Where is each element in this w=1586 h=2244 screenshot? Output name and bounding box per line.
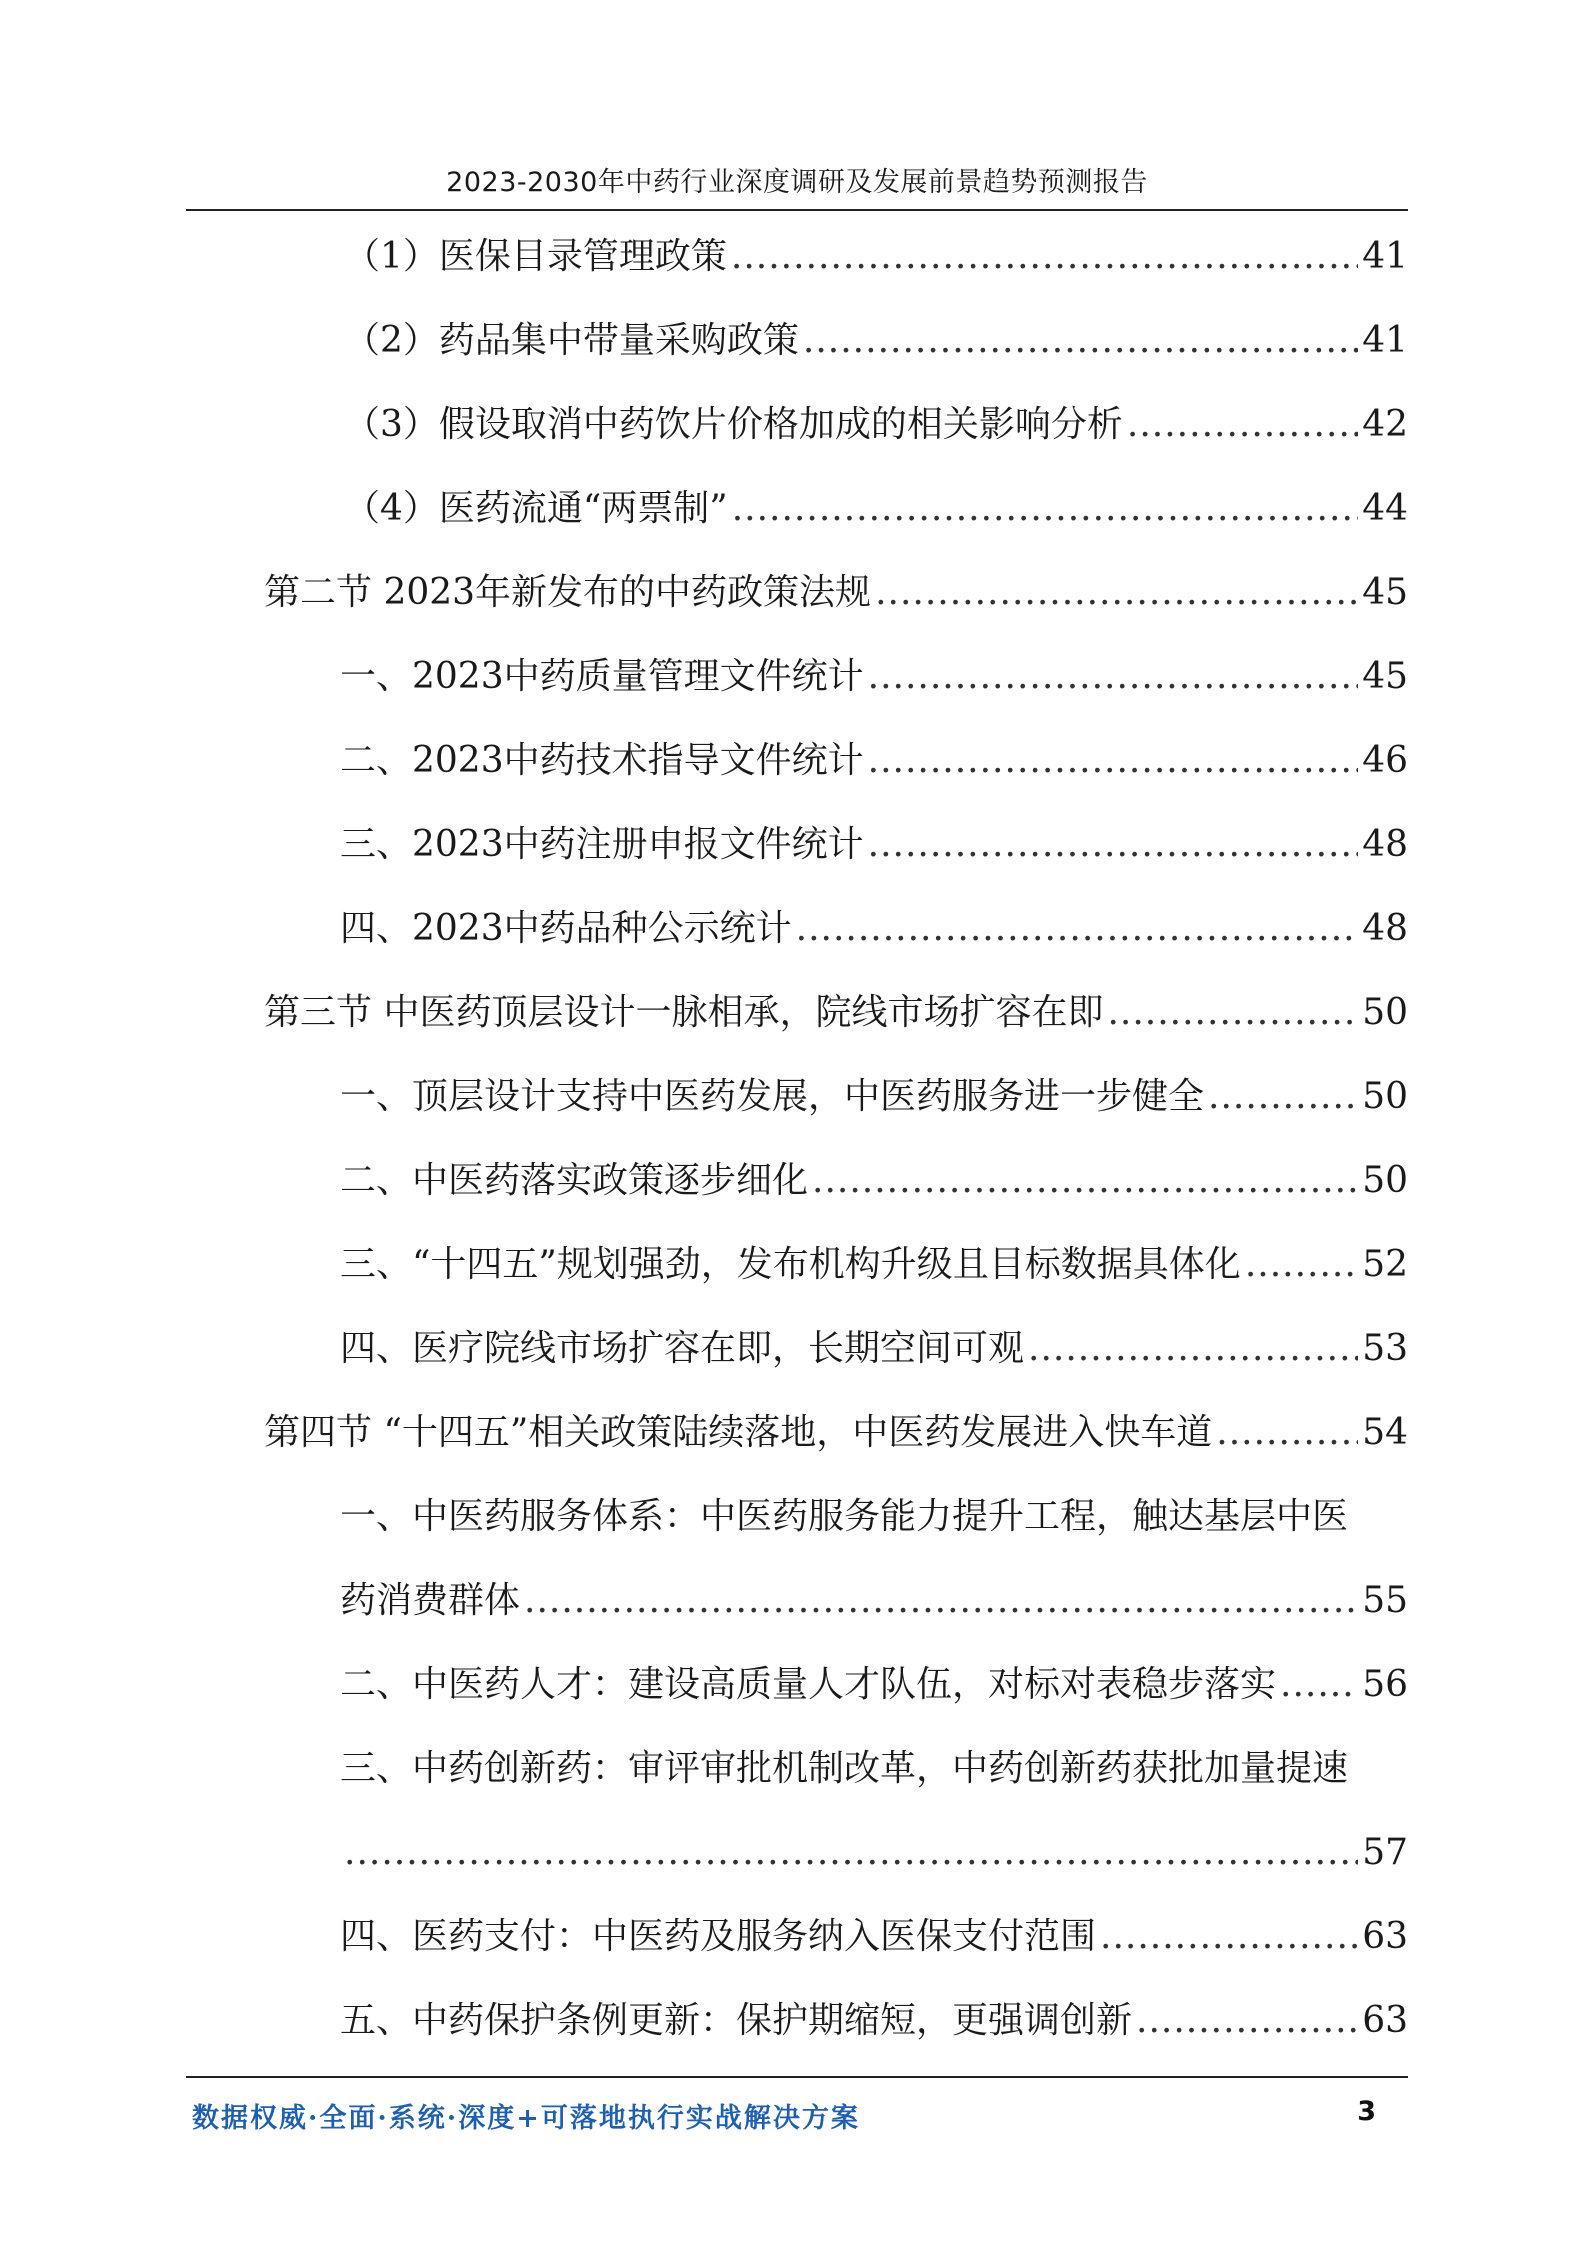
toc-entry-section[interactable] — [264, 1410, 1408, 1456]
toc-leader-dots — [1216, 1410, 1358, 1456]
toc-entry-title-line1[interactable]: 一、中医药服务体系：中医药服务能力提升工程，触达基层中医 — [340, 1496, 1349, 1537]
toc-entry-title: （2）药品集中带量采购政策 — [344, 320, 799, 361]
toc-page-number: 44 — [1362, 488, 1408, 529]
toc-entry-title: 四、2023中药品种公示统计 — [340, 908, 792, 949]
toc-leader-dots — [868, 822, 1359, 868]
document-header-title: 2023-2030年中药行业深度调研及发展前景趋势预测报告 — [446, 167, 1148, 198]
toc-entry-section[interactable] — [264, 990, 1408, 1036]
toc-entry-title: 第三节 中医药顶层设计一脉相承，院线市场扩容在即 — [264, 992, 1104, 1033]
toc-entry[interactable] — [340, 906, 1408, 952]
toc-entry[interactable] — [340, 1914, 1408, 1960]
footer-slogan: 数据权威·全面·系统·深度+可落地执行实战解决方案 — [192, 2103, 860, 2134]
toc-page-number: 55 — [1362, 1580, 1408, 1621]
toc-entry-title: 五、中药保护条例更新：保护期缩短，更强调创新 — [340, 2000, 1133, 2041]
toc-entry[interactable] — [340, 1578, 1408, 1624]
toc-page-number: 52 — [1362, 1244, 1408, 1285]
toc-leader-dots — [731, 234, 1358, 280]
toc-page-number: 54 — [1362, 1412, 1408, 1453]
toc-page-number: 46 — [1362, 740, 1408, 781]
toc-entry-title-line2: 药消费群体 — [340, 1580, 521, 1621]
toc-entry-section[interactable] — [264, 570, 1408, 616]
toc-page-number: 48 — [1362, 824, 1408, 865]
footer-divider — [186, 2076, 1408, 2078]
toc-entry-title: （4）医药流通“两票制” — [344, 488, 728, 529]
toc-leader-dots — [344, 1830, 1358, 1876]
toc-entry-title: 一、顶层设计支持中医药发展，中医药服务进一步健全 — [340, 1076, 1205, 1117]
toc-entry[interactable] — [340, 1998, 1408, 2044]
toc-entry-title: 三、2023中药注册申报文件统计 — [340, 824, 864, 865]
toc-entry[interactable] — [340, 1074, 1408, 1120]
toc-leader-dots — [812, 1158, 1358, 1204]
toc-entry[interactable] — [340, 1830, 1408, 1876]
toc-entry[interactable] — [340, 1242, 1408, 1288]
toc-leader-dots — [803, 318, 1358, 364]
toc-page-number: 45 — [1362, 572, 1408, 613]
toc-entry-title: （3）假设取消中药饮片价格加成的相关影响分析 — [344, 404, 1123, 445]
toc-page-number: 56 — [1362, 1664, 1408, 1705]
toc-page-number: 48 — [1362, 908, 1408, 949]
toc-leader-dots — [868, 738, 1359, 784]
toc-entry-title: 四、医疗院线市场扩容在即，长期空间可观 — [340, 1328, 1025, 1369]
toc-page-number: 50 — [1362, 992, 1408, 1033]
toc-entry[interactable] — [340, 654, 1408, 700]
toc-entry[interactable] — [344, 486, 1408, 532]
toc-entry[interactable] — [344, 234, 1408, 280]
toc-entry-title: 二、2023中药技术指导文件统计 — [340, 740, 864, 781]
toc-page-number: 42 — [1362, 404, 1408, 445]
toc-leader-dots — [1100, 1914, 1358, 1960]
toc-leader-dots — [1136, 1998, 1358, 2044]
toc-page-number: 50 — [1362, 1160, 1408, 1201]
toc-page-number: 63 — [1362, 2000, 1408, 2041]
footer-page-number: 3 — [1357, 2096, 1376, 2127]
toc-leader-dots — [524, 1578, 1358, 1624]
toc-entry[interactable] — [340, 1326, 1408, 1372]
toc-entry-title: 第四节 “十四五”相关政策陆续落地，中医药发展进入快车道 — [264, 1412, 1213, 1453]
toc-entry-title: 一、2023中药质量管理文件统计 — [340, 656, 864, 697]
toc-leader-dots — [1280, 1662, 1358, 1708]
toc-page-number: 45 — [1362, 656, 1408, 697]
toc-entry-title: 二、中医药人才：建设高质量人才队伍，对标对表稳步落实 — [340, 1664, 1277, 1705]
toc-leader-dots — [868, 654, 1359, 700]
toc-leader-dots — [1127, 402, 1358, 448]
toc-leader-dots — [732, 486, 1358, 532]
toc-entry[interactable] — [340, 822, 1408, 868]
toc-page-number: 57 — [1362, 1832, 1408, 1873]
toc-entry[interactable] — [340, 1662, 1408, 1708]
toc-entry-title: （1）医保目录管理政策 — [344, 236, 727, 277]
toc-entry-title: 二、中医药落实政策逐步细化 — [340, 1160, 809, 1201]
toc-leader-dots — [1107, 990, 1358, 1036]
toc-page-number: 41 — [1362, 320, 1408, 361]
toc-page-number: 50 — [1362, 1076, 1408, 1117]
toc-page-number: 41 — [1362, 236, 1408, 277]
toc-entry-title: 第二节 2023年新发布的中药政策法规 — [264, 572, 872, 613]
toc-page-number: 63 — [1362, 1916, 1408, 1957]
toc-entry-title: 四、医药支付：中医药及服务纳入医保支付范围 — [340, 1916, 1097, 1957]
toc-entry-title: 三、“十四五”规划强劲，发布机构升级且目标数据具体化 — [340, 1244, 1241, 1285]
toc-leader-dots — [875, 570, 1358, 616]
toc-entry-title-line1[interactable]: 三、中药创新药：审评审批机制改革，中药创新药获批加量提速 — [340, 1748, 1349, 1789]
toc-entry[interactable] — [344, 402, 1408, 448]
toc-entry[interactable] — [340, 738, 1408, 784]
toc-entry[interactable] — [340, 1158, 1408, 1204]
toc-leader-dots — [1245, 1242, 1358, 1288]
toc-leader-dots — [1028, 1326, 1358, 1372]
toc-entry[interactable] — [344, 318, 1408, 364]
toc-leader-dots — [796, 906, 1359, 952]
toc-page-number: 53 — [1362, 1328, 1408, 1369]
toc-leader-dots — [1208, 1074, 1358, 1120]
